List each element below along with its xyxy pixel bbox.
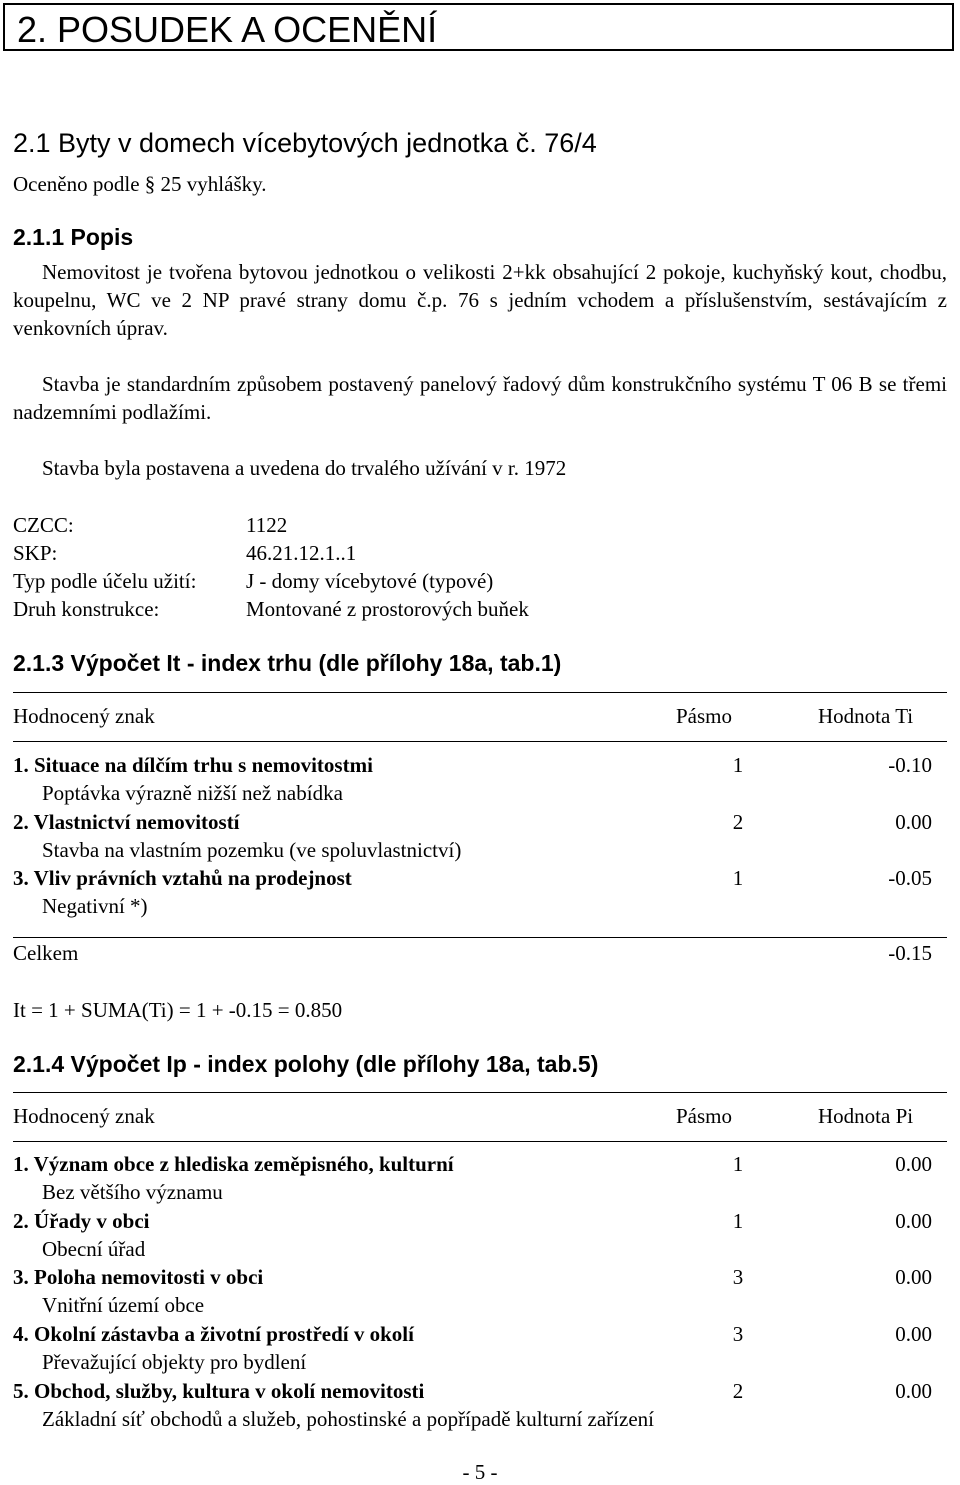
it-row-name: 2. Vlastnictví nemovitostí: [13, 810, 240, 834]
ip-row-desc: Základní síť obchodů a služeb, pohostinské a popřípadě kulturní zařízení: [42, 1407, 654, 1431]
it-row-value: -0.05: [888, 866, 932, 890]
it-total-rule: [13, 937, 947, 938]
ip-title: 2.1.4 Výpočet Ip - index polohy (dle přílohy 18a, tab.5): [13, 1051, 599, 1077]
ip-header-top-rule: [13, 1092, 947, 1093]
info-value: 1122: [246, 513, 288, 537]
it-row-pasmo: 1: [732, 753, 744, 777]
it-row-desc: Poptávka výrazně nižší než nabídka: [42, 781, 343, 805]
info-value: Montované z prostorových buňek: [246, 597, 529, 621]
ip-row-desc: Obecní úřad: [42, 1237, 146, 1261]
ip-row-pasmo: 2: [732, 1379, 744, 1403]
it-row-name: 3. Vliv právních vztahů na prodejnost: [13, 866, 352, 890]
it-row-desc: Negativní *): [42, 894, 148, 918]
it-row-pasmo: 1: [732, 866, 744, 890]
ip-row-desc: Bez většího významu: [42, 1180, 223, 1204]
ip-row-pasmo: 1: [732, 1209, 744, 1233]
info-label: SKP:: [13, 541, 58, 565]
popis-paragraph-1-text: Nemovitost je tvořena bytovou jednotkou o velikosti 2+kk obsahující 2 pokoje, kuchyňský kout, chodbu, koupelnu, WC ve 2 NP pravé strany domu č.p. 76 s jedním vchodem a příslušenstvím, sestávajícím z venkovních úprav.: [13, 260, 947, 340]
ip-row-value: 0.00: [895, 1209, 932, 1233]
ip-row-name: 1. Význam obce z hlediska zeměpisného, kulturní: [13, 1152, 454, 1176]
page-number: - 5 -: [462, 1460, 498, 1484]
ip-row-name: 2. Úřady v obci: [13, 1209, 150, 1233]
chapter-header-box: [3, 3, 954, 51]
it-row-value: -0.10: [888, 753, 932, 777]
ip-row-value: 0.00: [895, 1265, 932, 1289]
popis-paragraph-2: [13, 370, 947, 426]
ip-row-pasmo: 3: [732, 1265, 744, 1289]
popis-title: 2.1.1 Popis: [13, 224, 134, 250]
it-header-top-rule: [13, 692, 947, 693]
it-row-value: 0.00: [895, 810, 932, 834]
it-total-label: Celkem: [13, 941, 79, 965]
it-header-bottom-rule: [13, 741, 947, 742]
popis-paragraph-3: Stavba byla postavena a uvedena do trvalého užívání v r. 1972: [42, 456, 567, 480]
it-row-name: 1. Situace na dílčím trhu s nemovitostmi: [13, 753, 373, 777]
info-value: 46.21.12.1..1: [246, 541, 357, 565]
ip-row-name: 5. Obchod, služby, kultura v okolí nemovitosti: [13, 1379, 425, 1403]
it-title: 2.1.3 Výpočet It - index trhu (dle přílohy 18a, tab.1): [13, 650, 562, 676]
info-label: Druh konstrukce:: [13, 597, 160, 621]
popis-paragraph-1: [13, 258, 947, 342]
ip-row-name: 3. Poloha nemovitosti v obci: [13, 1265, 264, 1289]
it-row-desc: Stavba na vlastním pozemku (ve spoluvlastnictví): [42, 838, 462, 862]
ip-row-pasmo: 3: [732, 1322, 744, 1346]
ip-row-value: 0.00: [895, 1322, 932, 1346]
it-row-pasmo: 2: [732, 810, 744, 834]
ip-header-pasmo: Pásmo: [676, 1104, 733, 1128]
it-header-pasmo: Pásmo: [676, 704, 733, 728]
info-value: J - domy vícebytové (typové): [246, 569, 494, 593]
ip-row-value: 0.00: [895, 1379, 932, 1403]
ip-row-name: 4. Okolní zástavba a životní prostředí v okolí: [13, 1322, 414, 1346]
ip-row-desc: Vnitřní území obce: [42, 1293, 205, 1317]
popis-paragraph-2-text: Stavba je standardním způsobem postavený panelový řadový dům konstrukčního systému T 06 B se třemi nadzemními podlažími.: [13, 372, 947, 424]
it-header-hodnota: Hodnota Ti: [818, 704, 914, 728]
ip-row-value: 0.00: [895, 1152, 932, 1176]
ip-row-desc: Převažující objekty pro bydlení: [42, 1350, 307, 1374]
info-label: CZCC:: [13, 513, 74, 537]
info-label: Typ podle účelu užití:: [13, 569, 197, 593]
it-total-value: -0.15: [888, 941, 932, 965]
ip-header-znak: Hodnocený znak: [13, 1104, 155, 1128]
ip-row-pasmo: 1: [732, 1152, 744, 1176]
chapter-title: 2. POSUDEK A OCENĚNÍ: [17, 9, 438, 50]
ip-header-bottom-rule: [13, 1141, 947, 1142]
section-title: 2.1 Byty v domech vícebytových jednotka č. 76/4: [13, 128, 597, 158]
section-subtitle: Oceněno podle § 25 vyhlášky.: [13, 172, 267, 196]
it-formula: It = 1 + SUMA(Ti) = 1 + -0.15 = 0.850: [13, 998, 343, 1022]
ip-header-hodnota: Hodnota Pi: [818, 1104, 914, 1128]
it-header-znak: Hodnocený znak: [13, 704, 155, 728]
